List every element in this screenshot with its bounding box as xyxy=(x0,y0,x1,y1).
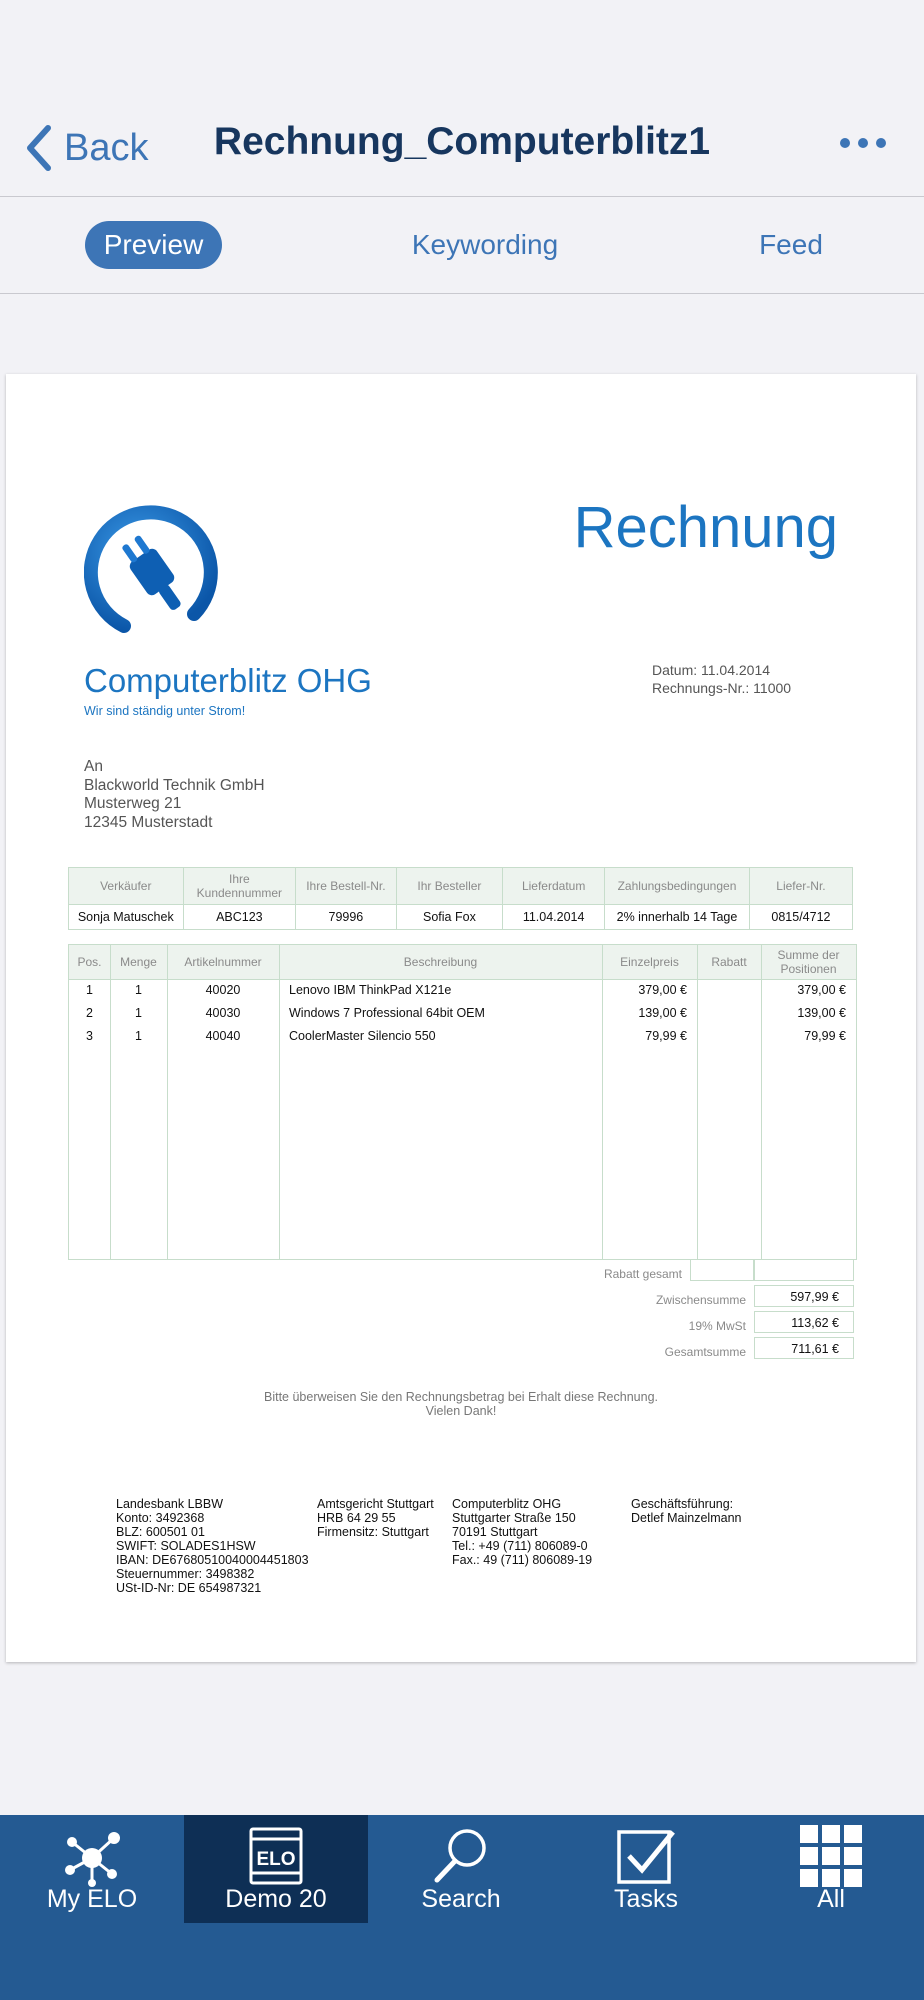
item-pos: 1 xyxy=(86,983,93,997)
address-line: Musterweg 21 xyxy=(84,795,182,812)
footer-court: Amtsgericht Stuttgart HRB 64 29 55 Firmensitz: Stuttgart xyxy=(317,1497,434,1539)
discount-total-box xyxy=(690,1259,754,1281)
network-icon xyxy=(0,1825,184,1887)
item-article: 40020 xyxy=(205,983,241,997)
items-header: Artikelnummer xyxy=(184,955,262,969)
more-button[interactable] xyxy=(840,138,886,148)
address-line: 12345 Musterstadt xyxy=(84,813,213,831)
elo-archive-icon xyxy=(184,1825,368,1887)
item-sum: 79,99 € xyxy=(804,1029,846,1043)
segment-tabs xyxy=(0,197,924,294)
nav-label: Tasks xyxy=(614,1885,678,1913)
info-header: Ihre Bestell-Nr. xyxy=(296,868,396,905)
document-preview[interactable] xyxy=(6,374,916,1662)
info-header: Ihr Besteller xyxy=(396,868,503,905)
info-header: Liefer-Nr. xyxy=(749,868,852,905)
vat-label: 19% MwSt xyxy=(688,1319,746,1333)
info-header-row xyxy=(69,868,853,905)
info-header: Verkäufer xyxy=(69,868,184,905)
nav-label: Demo 20 xyxy=(225,1885,327,1913)
svg-text:ELO: ELO xyxy=(256,1849,296,1870)
payment-note-line: Bitte überweisen Sie den Rechnungsbetrag bei Erhalt diese Rechnung. xyxy=(263,1390,658,1404)
table-row xyxy=(69,1025,856,1048)
item-price: 379,00 € xyxy=(638,983,687,997)
item-qty: 1 xyxy=(135,983,142,997)
item-description: CoolerMaster Silencio 550 xyxy=(289,1029,436,1043)
company-slogan: Wir sind ständig unter Strom! xyxy=(84,704,246,718)
back-label: Back xyxy=(64,126,149,169)
checkbox-icon xyxy=(554,1825,738,1887)
invoice-date: Datum: 11.04.2014 xyxy=(652,662,771,678)
more-dot-icon xyxy=(840,138,850,148)
item-discount xyxy=(697,1002,761,1025)
more-dot-icon xyxy=(876,138,886,148)
items-header: Beschreibung xyxy=(403,955,478,969)
item-qty: 1 xyxy=(135,1029,142,1043)
nav-all[interactable] xyxy=(739,1815,923,1923)
address-line: Blackworld Technik GmbH xyxy=(84,776,265,794)
thanks-line: Vielen Dank! xyxy=(425,1404,497,1418)
page-title: Rechnung_Computerblitz1 xyxy=(213,120,711,163)
item-description: Lenovo IBM ThinkPad X121e xyxy=(289,983,452,997)
search-icon xyxy=(369,1825,553,1887)
item-price: 79,99 € xyxy=(645,1029,687,1043)
item-pos: 3 xyxy=(86,1029,93,1043)
item-qty: 1 xyxy=(135,1006,142,1020)
tab-feed[interactable]: Feed xyxy=(759,229,823,260)
more-dot-icon xyxy=(858,138,868,148)
nav-label: All xyxy=(817,1885,845,1913)
nav-label: Search xyxy=(421,1885,501,1913)
footer-address: Computerblitz OHG Stuttgarter Straße 150 70191 Stuttgart Tel.: +49 (711) 806089-0 Fax.: 49 (711) 806089-19 xyxy=(452,1497,593,1567)
order-info-table xyxy=(68,867,853,930)
tab-preview[interactable]: Preview xyxy=(85,221,222,269)
info-value: ABC123 xyxy=(183,905,296,930)
company-name: Computerblitz OHG xyxy=(84,662,372,699)
vat-value: 113,62 € xyxy=(754,1311,854,1333)
plug-logo-icon xyxy=(84,504,220,645)
invoice-number: Rechnungs-Nr.: 11000 xyxy=(652,680,792,696)
info-value: 2% innerhalb 14 Tage xyxy=(605,905,750,930)
grand-total-value: 711,61 € xyxy=(754,1337,854,1359)
items-header: Summe der Positionen xyxy=(777,948,840,976)
discount-total-label: Rabatt gesamt xyxy=(603,1267,682,1281)
subtotal-value: 597,99 € xyxy=(754,1285,854,1307)
info-value: 79996 xyxy=(296,905,396,930)
item-discount xyxy=(697,1025,761,1048)
info-value: Sonja Matuschek xyxy=(69,905,184,930)
invoice-meta xyxy=(652,661,791,697)
table-row xyxy=(69,979,856,1002)
items-header: Rabatt xyxy=(711,955,747,969)
navigation-bar xyxy=(0,0,924,197)
items-header: Pos. xyxy=(77,955,102,969)
item-price: 139,00 € xyxy=(638,1006,687,1020)
bottom-tab-bar xyxy=(0,1815,924,2000)
nav-search[interactable] xyxy=(369,1815,553,1923)
items-table xyxy=(68,944,857,1260)
tab-keywording[interactable]: Keywording xyxy=(411,229,559,260)
address-line: An xyxy=(84,758,103,775)
table-row xyxy=(69,1002,856,1025)
info-value-row xyxy=(69,905,853,930)
info-header: Zahlungsbedingungen xyxy=(605,868,750,905)
info-value: Sofia Fox xyxy=(396,905,503,930)
document-heading: Rechnung xyxy=(573,495,838,560)
grid-icon xyxy=(739,1825,923,1887)
payment-note xyxy=(6,1390,916,1418)
item-discount xyxy=(697,979,761,1002)
nav-demo-20[interactable] xyxy=(184,1815,368,1923)
discount-total-value xyxy=(754,1259,854,1281)
info-header: Ihre Kundennummer xyxy=(183,868,296,905)
footer-bank: Landesbank LBBW Konto: 3492368 BLZ: 600501 01 SWIFT: SOLADES1HSW IBAN: DE67680510040004451803 Steuernummer: 3498382 USt-ID-Nr: DE 654987321 xyxy=(116,1497,309,1595)
item-sum: 139,00 € xyxy=(797,1006,846,1020)
info-header: Lieferdatum xyxy=(503,868,605,905)
nav-tasks[interactable] xyxy=(554,1815,738,1923)
nav-label: My ELO xyxy=(46,1885,138,1913)
item-article: 40040 xyxy=(205,1029,241,1043)
grand-total-label: Gesamtsumme xyxy=(664,1345,746,1359)
item-sum: 379,00 € xyxy=(797,983,846,997)
info-value: 11.04.2014 xyxy=(503,905,605,930)
recipient-address xyxy=(84,758,265,832)
item-pos: 2 xyxy=(86,1006,93,1020)
item-description: Windows 7 Professional 64bit OEM xyxy=(289,1006,485,1020)
nav-my-elo[interactable] xyxy=(0,1815,184,1923)
subtotal-label: Zwischensumme xyxy=(655,1293,746,1307)
info-value: 0815/4712 xyxy=(749,905,852,930)
item-article: 40030 xyxy=(205,1006,241,1020)
footer-management: Geschäftsführung: Detlef Mainzelmann xyxy=(631,1497,742,1525)
items-header: Einzelpreis xyxy=(620,955,679,969)
items-header: Menge xyxy=(120,955,157,969)
